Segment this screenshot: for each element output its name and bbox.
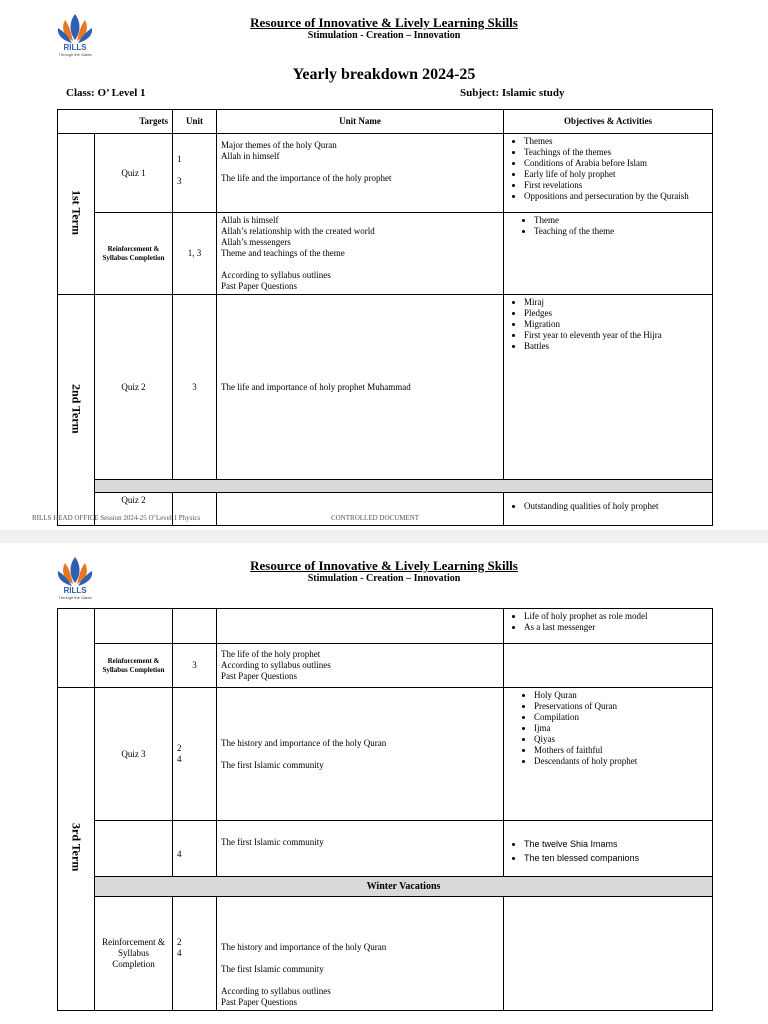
logo-tagline: Through the Gates <box>58 52 92 57</box>
unit-cell: 2 4 <box>173 688 217 821</box>
unit-cell: 3 <box>173 295 217 480</box>
unit-name-cell: The first Islamic community <box>217 821 504 877</box>
objectives-cell <box>504 688 713 821</box>
unit-cell: 1 3 <box>173 134 217 213</box>
list-item: • Descendants of holy prophet <box>534 756 708 767</box>
schedule-table-2 <box>57 608 713 1011</box>
subject-label: Subject: Islamic study <box>460 87 565 99</box>
objectives-cell <box>504 821 713 877</box>
list-item: • Pledges <box>524 308 708 319</box>
list-item: • Holy Quran <box>534 690 708 701</box>
header-subtitle: Stimulation - Creation – Innovation <box>307 573 461 584</box>
objectives-cell <box>504 493 713 526</box>
list-item: • Life of holy prophet as role model <box>524 611 708 622</box>
term-1-label: 1st Term <box>69 190 84 235</box>
logo-text: RILLS <box>63 43 87 52</box>
unit-name-cell: Major themes of the holy Quran Allah in himself The life and the importance of the holy prophet <box>217 134 504 213</box>
list-item: • Early life of holy prophet <box>524 169 708 180</box>
list-item: • The twelve Shia Imams <box>524 839 708 850</box>
objectives-list <box>508 297 708 352</box>
objectives-cell <box>504 134 713 213</box>
document-title: Yearly breakdown 2024-25 <box>292 66 476 83</box>
unit-cell <box>173 609 217 644</box>
list-item: • The ten blessed companions <box>524 853 708 864</box>
target-cell: Quiz 3 <box>95 688 173 821</box>
target-cell <box>95 609 173 644</box>
list-item: • Ijma <box>534 723 708 734</box>
objectives-list <box>508 839 708 864</box>
objectives-list <box>508 611 708 633</box>
list-item: • Migration <box>524 319 708 330</box>
header-title: Resource of Innovative & Lively Learning Skills <box>250 15 518 30</box>
term-1-cell <box>58 134 95 295</box>
list-item: • Qiyas <box>534 734 708 745</box>
grey-separator-row <box>58 480 713 493</box>
unit-name-cell: The life of the holy prophet According to syllabus outlines Past Paper Questions <box>217 644 504 688</box>
table-row <box>58 295 713 480</box>
table-row <box>58 213 713 295</box>
objectives-cell <box>504 644 713 688</box>
objectives-cell <box>504 295 713 480</box>
page-gap <box>0 530 768 543</box>
unit-cell: 1, 3 <box>173 213 217 295</box>
objectives-list <box>508 690 708 767</box>
table-row <box>58 897 713 1011</box>
term-3-label: 3rd Term <box>69 823 84 872</box>
target-cell: Quiz 1 <box>95 134 173 213</box>
target-cell: Reinforcement & Syllabus Completion <box>95 644 173 688</box>
list-item: • Miraj <box>524 297 708 308</box>
list-item: • As a last messenger <box>524 622 708 633</box>
schedule-table-1 <box>57 109 713 526</box>
grey-separator-cell <box>95 480 713 493</box>
list-item: • Conditions of Arabia before Islam <box>524 158 708 169</box>
objectives-list <box>508 501 708 512</box>
list-item: • Mothers of faithful <box>534 745 708 756</box>
list-item: • Compilation <box>534 712 708 723</box>
unit-name-cell: The history and importance of the holy Quran The first Islamic community <box>217 688 504 821</box>
table-row <box>58 644 713 688</box>
winter-vacations-label: Winter Vacations <box>95 877 713 897</box>
unit-cell: 4 <box>173 821 217 877</box>
objectives-cell <box>504 897 713 1011</box>
col-unit-name: Unit Name <box>217 110 504 134</box>
target-cell <box>95 821 173 877</box>
target-cell: Quiz 2 <box>95 295 173 480</box>
list-item: • Battles <box>524 341 708 352</box>
list-item: • Outstanding qualities of holy prophet <box>524 501 708 512</box>
list-item: • Themes <box>524 136 708 147</box>
list-item: • Teachings of the themes <box>524 147 708 158</box>
list-item: • Preservations of Quran <box>534 701 708 712</box>
list-item: • First revelations <box>524 180 708 191</box>
unit-cell: 2 4 <box>173 897 217 1011</box>
target-cell: Reinforcement & Syllabus Completion <box>95 897 173 1011</box>
col-unit: Unit <box>173 110 217 134</box>
term-3-cell <box>58 688 95 1011</box>
page-2 <box>0 543 768 1024</box>
logo-text: RILLS <box>63 586 87 595</box>
footer-right: CONTROLLED DOCUMENT <box>331 514 420 522</box>
header-subtitle: Stimulation - Creation – Innovation <box>307 30 461 41</box>
col-objectives: Objectives & Activities <box>504 110 713 134</box>
objectives-cell <box>504 609 713 644</box>
table-row <box>58 821 713 877</box>
target-cell: Quiz 2 <box>95 493 173 526</box>
table-row <box>58 134 713 213</box>
objectives-list <box>508 136 708 202</box>
term-2-cell <box>58 295 95 526</box>
logo-tagline: Through the Gates <box>58 595 92 600</box>
list-item: • Oppositions and persecuration by the Quraish <box>524 191 708 202</box>
class-label: Class: O’ Level 1 <box>66 87 146 99</box>
unit-name-cell: The life and importance of holy prophet Muhammad <box>217 295 504 480</box>
list-item: • First year to eleventh year of the Hijra <box>524 330 708 341</box>
unit-cell: 3 <box>173 644 217 688</box>
table-row <box>58 688 713 821</box>
winter-vacations-row <box>58 877 713 897</box>
col-targets: Targets <box>58 110 173 134</box>
objectives-list <box>508 215 708 237</box>
list-item: • Teaching of the theme <box>534 226 708 237</box>
term-2-label: 2nd Term <box>69 383 84 434</box>
target-cell: Reinforcement & Syllabus Completion <box>95 213 173 295</box>
objectives-cell <box>504 213 713 295</box>
table-row <box>58 609 713 644</box>
unit-name-cell: Allah is himself Allah’s relationship with the created world Allah’s messengers Theme and teachings of the theme According to syllabus outlines Past Paper Questions <box>217 213 504 295</box>
header-title: Resource of Innovative & Lively Learning Skills <box>250 558 518 573</box>
table-header-row <box>58 110 713 134</box>
list-item: • Theme <box>534 215 708 226</box>
term-cell-continued <box>58 609 95 688</box>
footer-left: RILLS HEAD OFFICE Session 2024-25 O’Level 1 Physics <box>32 514 201 522</box>
unit-name-cell <box>217 609 504 644</box>
unit-name-cell: The history and importance of the holy Quran The first Islamic community According to syllabus outlines Past Paper Questions <box>217 897 504 1011</box>
